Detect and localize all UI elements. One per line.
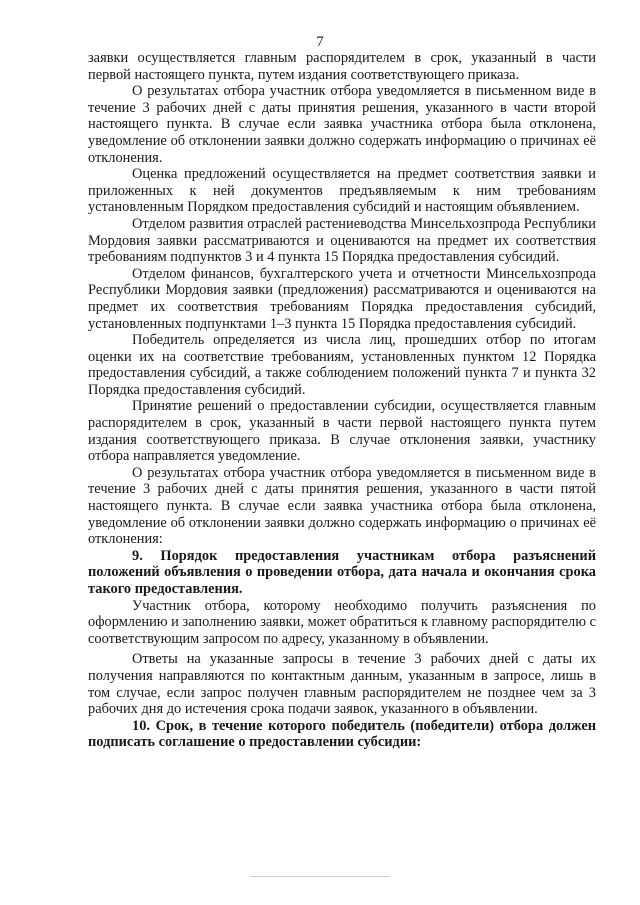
paragraph-winner: Победитель определяется из числа лиц, прошедших отбор по итогам оценки их на соответствие требованиям, установленных пунктом 12 Порядка предоставления субсидий, а также соблюдением положений пункта 7 и пункта 32 Порядка предоставления субсидий. (88, 332, 596, 398)
paragraph-notification-result: О результатах отбора участник отбора уведомляется в письменном виде в течение 3 рабочих дней с даты принятия решения, указанного в части второй настоящего пункта. В случае если заявка участника отбора была отклонена, уведомление об отклонении заявки должно содержать информацию о причинах её отклонения. (88, 83, 596, 166)
section-heading-9: 9. Порядок предоставления участникам отбора разъяснений положений объявления о проведении отбора, дата начала и окончания срока такого предоставления. (88, 547, 596, 597)
paragraph-notification-result-2: О результатах отбора участник отбора уведомляется в письменном виде в течение 3 рабочих дней с даты принятия решения, указанного в части пятой настоящего пункта. В случае если заявка участника отбора была отклонена, уведомление об отклонении заявки должно содержать информацию о причинах её отклонения: (88, 464, 596, 548)
section-heading-10: 10. Срок, в течение которого победитель (победители) отбора должен подписать соглашение о предоставлении субсидии: (88, 717, 596, 751)
paragraph-continuation: заявки осуществляется главным распорядителем в срок, указанный в части первой настоящего пункта, путем издания соответствующего приказа. (88, 50, 596, 83)
footer-divider (250, 876, 390, 877)
document-body (88, 50, 596, 751)
paragraph-finance-department: Отделом финансов, бухгалтерского учета и отчетности Минсельхозпрода Республики Мордовия заявки (предложения) рассматриваются и оцениваются на предмет их соответствия требованиям Порядка предоставления субсидий, установленных подпунктами 1–3 пункта 15 Порядка предоставления субсидий. (88, 265, 596, 332)
paragraph-decision: Принятие решений о предоставлении субсидии, осуществляется главным распорядителем в срок, указанный в части первой настоящего пункта путем издания соответствующего приказа. В случае отклонения заявки, участнику отбора направляется уведомление. (88, 398, 596, 465)
paragraph-crop-department: Отделом развития отраслей растениеводства Минсельхозпрода Республики Мордовия заявки рассматриваются и оцениваются на предмет их соответствия требованиям подпунктов 3 и 4 пункта 15 Порядка предоставления субсидий. (88, 215, 596, 266)
paragraph-clarification-response: Ответы на указанные запросы в течение 3 рабочих дней с даты их получения направляются по контактным данным, указанным в запросе, лишь в том случае, если запрос получен главным распорядителем не позднее чем за 3 рабочих дня до истечения срока подачи заявок, указанного в объявлении. (88, 651, 596, 718)
paragraph-evaluation: Оценка предложений осуществляется на предмет соответствия заявки и приложенных к ней документов предъявляемым к ним требованиям установленным Порядком предоставления субсидий и настоящим объявлением. (88, 166, 596, 216)
paragraph-clarification-request: Участник отбора, которому необходимо получить разъяснения по оформлению и заполнению заявки, может обратиться к главному распорядителю с соответствующим запросом по адресу, указанному в объявлении. (88, 597, 596, 647)
page-number: 7 (316, 34, 324, 50)
